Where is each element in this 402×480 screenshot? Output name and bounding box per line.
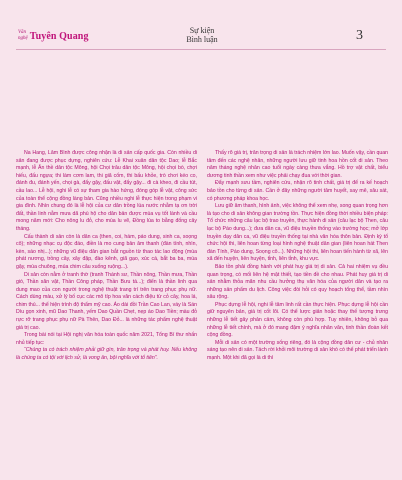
logo-small-text: Văn nghệ [18, 30, 28, 41]
paragraph: Di sản còn nằm ở tranh thờ (tranh Thánh sư, Thần nông, Thần mưa, Thần gió, Thần săn vật, Thần Công pháp, Thần Bưu tá...); điển là thần linh qua dung mao của con người trong nghệ thuật trang trí trên trang phục phụ nữ. Cách dùng màu, xử lý bố cục các mô típ hoa văn cách điệu từ cỏ cây, hoa lá, chim thú... thể hiện trình độ thẩm mỹ cao. Áo dài đồi Trần Cao Lan, váy là Sán Dìu gọn xinh, mũ Dao Thanh, yếm Dao Quần Chẹt, nẹp áo Dao Tiền; màu đỏ rực rỡ trang phục phụ nữ Pà Thẻn, Dao Đỏ... là những tác phẩm nghệ thuật giá trị cao. [16, 271, 197, 331]
paragraph: Đẩy mạnh sưu tầm, nghiên cứu, nhận rõ tinh chất, giá trị để ra kế hoạch bảo tồn cho từng di sản. Cần ở đây những người tâm huyết, say mê, sâu sát, có phương pháp khoa học. [207, 180, 388, 202]
page-number: 3 [356, 28, 363, 43]
section-label [178, 26, 226, 44]
paragraph: Na Hang, Lâm Bình được công nhận là di sản cấp quốc gia. Còn nhiều di sản đang được phục dựng, nghiên cứu: Lễ Khai xuân dân tộc Dao; lễ Bắc mạnh, lễ Ăn thề dân tộc Mông, hội Chọi trâu dân tộc Mông, hội chọi bò, chợi hiếu, đấu ngựa; thi làm cơm lam, thi giã cốm, thi bấu khỏe, trò chơi kéo co, đánh đu, đánh yến, chọi gà, đẩy gậy, đấu vật, đẩy gậy... đi cà kheo, đi cầu tút, cầu lao... Lễ hội, nghi lễ có sự tham gia hào hứng, đóng góp lễ vật, công sức của toàn thể cộng đồng làng bản. Cũng nhiều nghi lễ thực hiện trong phạm vi gia đình. Nhìn chung đó là lễ hội của cư dân trồng lúa nước nhằm tạ ơn trời đất, thần linh nằm mưa dã phù hộ cho dân bản được mùa vụ tốt lành và cầu mong năm mới: Cho nông lu đỏ, cho mùa lu vẽ, Đồng lúa to bằng đống cây tháng. [16, 150, 197, 232]
header-rule [16, 49, 386, 50]
paragraph: Cấu thành di sản còn là dân ca (then, coi, hám, páo dung, sinh ca, soọng cô); những nhạc cụ độc đáo, điền là mo cung bản âm thanh (đàn tính, nhìn, kèn, sáo nhị...); những vũ điệu dân gian bắt nguồn từ thao tác lao động (múa phát nương, trồng cây, xây đập, đào kênh, giã gạo, xúc cá, bắt ba ba, múa gậy, múa chuông, múa chim câu xuống ruộng...). [16, 233, 197, 270]
paragraph: Thấy rõ giá trị, trân trọng di sản là trách nhiệm lớn lao. Muốn vậy, cần quan tâm đến các nghệ nhân, những người lưu giữ tinh hoa hồn cốt di sản. Theo năm tháng nghệ nhân cao tuổi ngày càng thưa vắng. Hồ trợ vật chất, biểu dương tinh thần xem như việc phải chạy đua với thời gian. [207, 150, 388, 179]
paragraph: Mỗi di sản có một trường sống riêng, đó là cộng đồng dân cư - chủ nhân sáng tạo nên di sản. Tách rời khỏi môi trường di sản khó có thể phát triển lành mạnh. Một khi đã gọi là di thì [207, 339, 388, 362]
quote-paragraph: “Chúng ta có trách nhiệm phải giữ gìn, trân trọng và phát huy. Nếu không là chúng ta có tội với lịch sử, là vong ân, bội nghĩa với tổ tiên”. [16, 347, 197, 362]
section-line-2: Bình luận [186, 35, 218, 44]
page-header [0, 0, 402, 96]
section-line-1: Sự kiện [189, 26, 215, 35]
paragraph: Bảo tồn phải đồng hành với phát huy giá trị di sản. Cả hai nhiệm vụ đều quan trọng, có mối liên hệ mật thiết, tạo tiền đề cho nhau. Phát huy giá trị di sản nhằm thỏa mãn nhu cầu hưởng thụ văn hóa của người dân và tạo ra những sản phẩm du lịch. Công việc đòi hỏi có quy hoạch tổng thể, tầm nhìn sâu rộng. [207, 263, 388, 301]
paragraph: Lưu giữ âm thanh, hình ảnh, việc không thể xem nhẹ, song quan trọng hơn là tạo cho di sản không gian trường tồn. Thực hiện đồng thời nhiều biện pháp: Tổ chức những câu lạc bộ trao truyền, thực hành di sản (câu lạc bộ Then, câu lạc bộ Páo dung...); đưa dân ca, vũ điệu truyền thống vào trường học; mở lớp truyền dạy dân ca, vũ điệu truyền thống tại nhà văn hóa thôn bản. Định kỳ tổ chức hội thi, liên hoan từng loại hình nghệ thuật dân gian (liên hoan hát Then đàn Tính, Páo dung, Soọng cô...). Những hội thi, liên hoan tiến hành từ xã, lên xã đến huyện, liên huyện, tỉnh, liên tỉnh, khu vực. [207, 203, 389, 263]
left-column [16, 150, 197, 363]
paragraph: Phục dựng lễ hội, nghi lễ tâm linh rất cần thực hiện. Phục dựng lễ hội cần giữ nguyên bản, giá trị cốt lõi. Có thể lược giản hoặc thay thế tượng trưng những lễ tiết gây phản cảm, không còn phù hợp. Tuy nhiên, không bỏ qua những lễ tiết chính, mà ở đó mang đậm ý nghĩa nhân văn, tinh thần đoàn kết cộng đồng. [207, 301, 388, 339]
magazine-logo [18, 30, 89, 42]
right-column [207, 150, 388, 363]
logo-main-text: Tuyên Quang [29, 31, 89, 42]
paragraph: Trong bài nói tại Hội nghị văn hóa toàn quốc năm 2021, Tổng Bí thư nhấn nhủ tiếp tục: [16, 332, 197, 346]
